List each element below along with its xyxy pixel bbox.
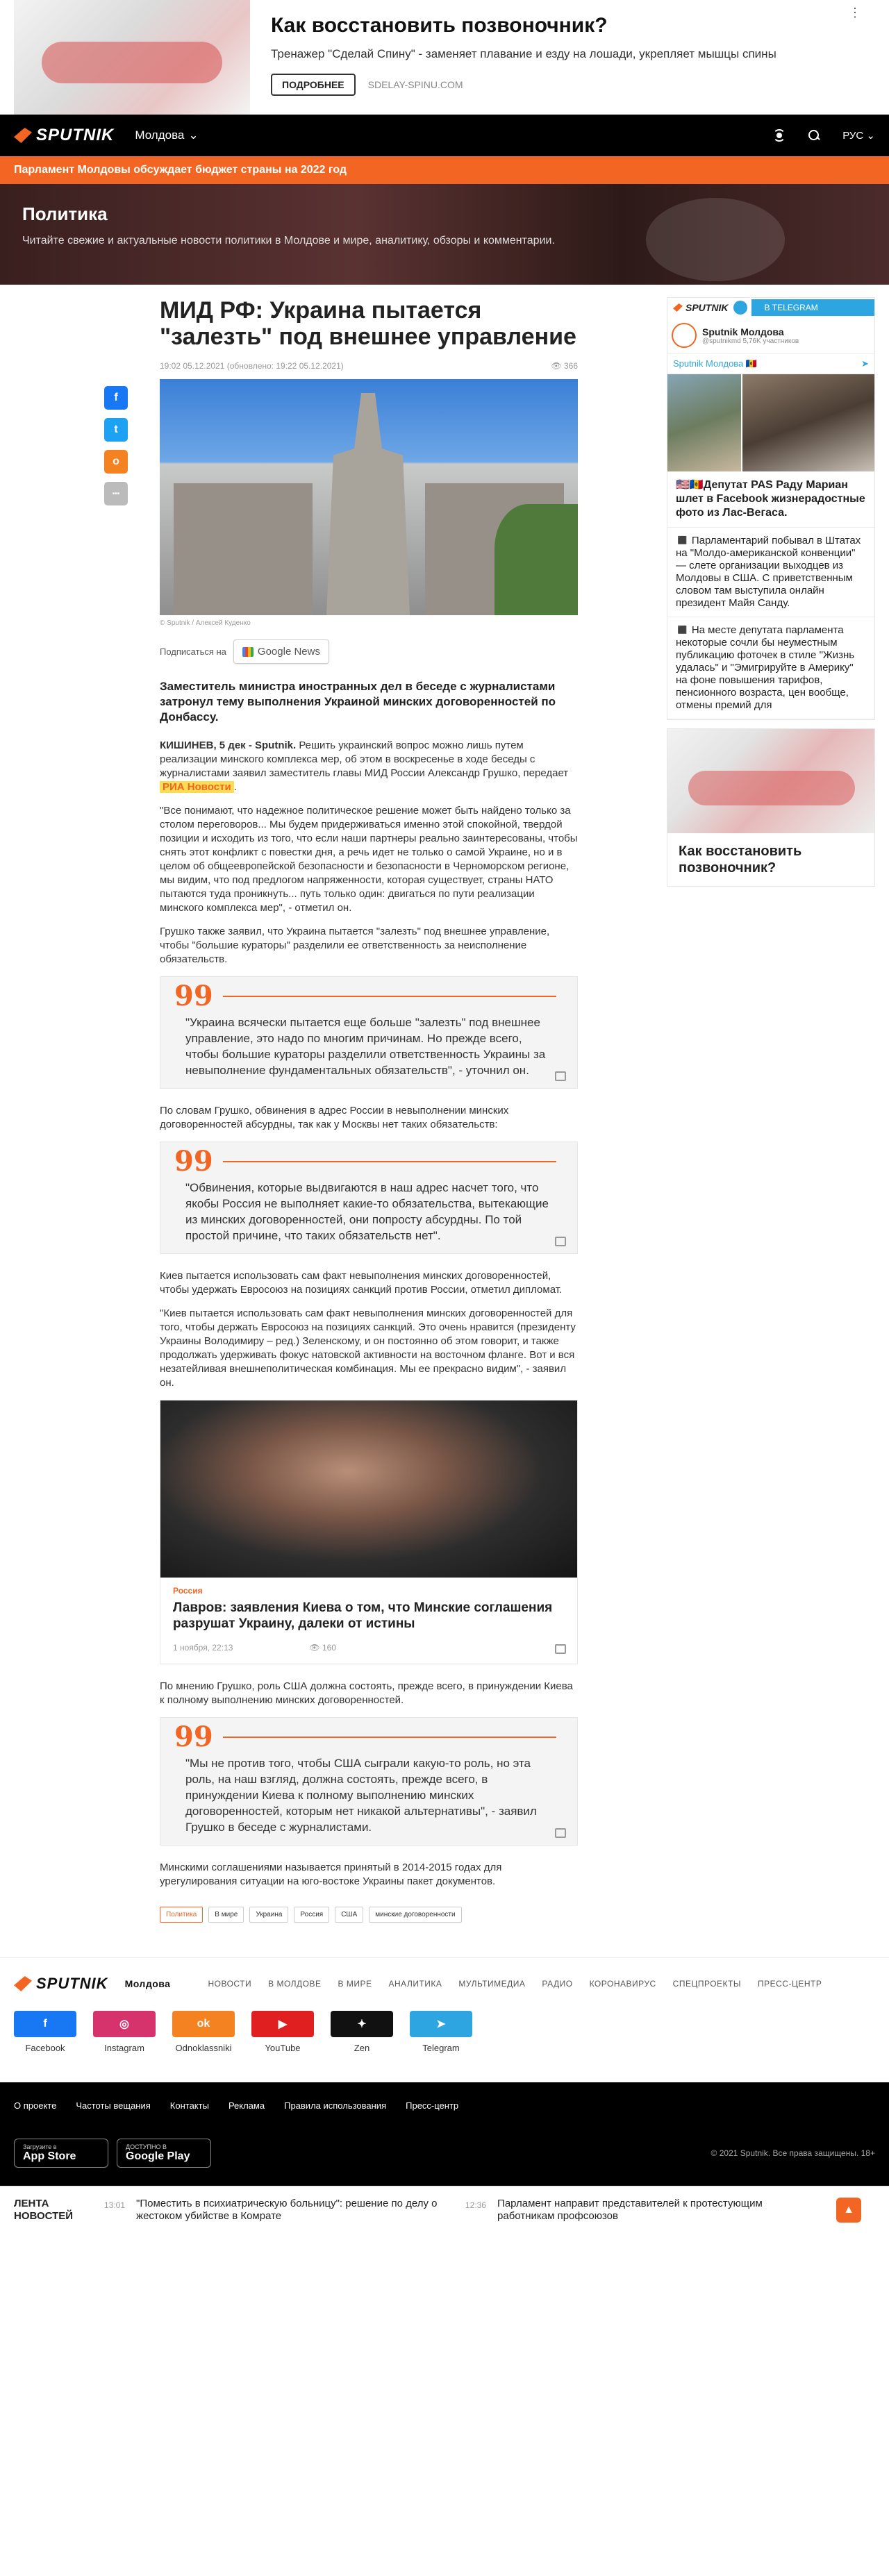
main-layout — [0, 297, 889, 1923]
related-article-title[interactable]: Лавров: заявления Киева о том, что Минские соглашения разрушат Украину, далеки от истины — [173, 1600, 553, 1631]
footer-nav-press[interactable]: ПРЕСС-ЦЕНТР — [758, 1979, 822, 1989]
article-date: 19:02 05.12.2021 (обновлено: 19:22 05.12.2021) — [160, 361, 344, 371]
social-telegram[interactable] — [410, 2011, 472, 2053]
social-label: Instagram — [104, 2043, 144, 2053]
odnoklassniki-icon: o — [113, 455, 119, 467]
google-news-label: Google News — [257, 646, 320, 658]
feed-item[interactable] — [104, 2198, 438, 2223]
google-news-button[interactable] — [233, 639, 329, 664]
quote-block — [160, 1717, 578, 1846]
header-actions — [773, 129, 875, 142]
tag-link[interactable]: минские договоренности — [369, 1907, 461, 1923]
quote-icon: 99 — [174, 980, 213, 1012]
article-paragraph: "Киев пытается использовать сам факт невыполнения минских договоренностей для того, чтобы держать Евросоюз на позициях санкций. Это очень нравится (президенту Украины Володимиру – ред.) Зеленскому, и он постоянно об этом говорит, и также продолжать удерживать фокус натовской активности на восточном фланге. Вот и вся незатейливая внешнеполитическая комбинация. Мы ее прекрасно видим", - заявил он. — [160, 1307, 576, 1389]
ad-row — [271, 74, 854, 96]
social-zen[interactable] — [331, 2011, 393, 2053]
feed-item-time: 12:36 — [465, 2200, 487, 2210]
footer-nav-special[interactable]: СПЕЦПРОЕКТЫ — [672, 1979, 741, 1989]
footer-link[interactable]: Реклама — [228, 2100, 265, 2111]
app-store-button[interactable] — [14, 2139, 108, 2168]
odnoklassniki-icon: ok — [172, 2011, 235, 2037]
footer-link[interactable]: О проекте — [14, 2100, 57, 2111]
footer-nav-analytics[interactable]: АНАЛИТИКА — [388, 1979, 442, 1989]
google-play-button[interactable] — [117, 2139, 211, 2168]
store-label: App Store — [23, 2150, 76, 2162]
tag-link[interactable]: Россия — [294, 1907, 329, 1923]
sputnik-small-logo — [667, 298, 733, 317]
more-icon: ••• — [112, 490, 120, 498]
store-label: Google Play — [126, 2150, 190, 2162]
zen-icon: ✦ — [331, 2011, 393, 2037]
logo-text: SPUTNIK — [686, 302, 729, 313]
verified-icon — [733, 301, 747, 315]
share-icon[interactable] — [555, 1828, 566, 1838]
section-hero — [0, 184, 889, 285]
paragraph-text: Решить украинский вопрос можно лишь путем реализации минского комплекса мер, об этом в воскресенье в ходе беседы с журналистами заявил заместитель главы МИД России Александр Грушко, передает — [160, 739, 569, 779]
share-icon[interactable] — [555, 1071, 566, 1081]
quote-text: "Украина всячески пытается еще больше "залезть" под внешнее управление, это надо по многим причинам. Но прежде всего, чтобы большие кураторы разделили ответственность Украины за невыполнение фундаментальных обязательств", - уточнил он. — [185, 1016, 546, 1077]
search-icon[interactable] — [808, 129, 820, 142]
app-stores — [14, 2139, 211, 2168]
related-article-views: 👁 160 — [309, 1643, 337, 1653]
footer-nav — [14, 1975, 875, 1993]
youtube-icon: ▶ — [251, 2011, 314, 2037]
sputnik-logo-icon — [673, 303, 683, 312]
site-header — [0, 115, 889, 156]
telegram-post: 🇺🇸🇲🇩Депутат PAS Раду Мариан шлет в Facebook жизнерадостные фото из Лас-Вегаса. — [667, 471, 874, 528]
channel-subscribers: @sputnikmd 5,76K участников — [702, 337, 799, 345]
sidebar-ad-image[interactable] — [667, 729, 874, 833]
share-twitter-button[interactable] — [104, 418, 128, 442]
related-article-image[interactable] — [160, 1400, 577, 1578]
ad-options-icon[interactable]: ⋮ — [849, 6, 861, 19]
article-paragraph: "Все понимают, что надежное политическое решение может быть найдено только за столом переговоров... Мы будем придерживаться именно этой спокойной, твердой позиции и исходить из того, что если наши партнеры реально заинтересованы, чтобы снять этот конфликт с повестки дня, а речь идет не только о самой Украине, но и в целом об общеевропейской безопасности и безопасности в Черноморском регионе, мы видим, что под предлогом напряженности, которая существует, страны НАТО пытаются туда проникнуть... путь только один: двигаться по пути реализации минского комплекса мер", - отметил он. — [160, 805, 578, 914]
news-feed-title[interactable]: ЛЕНТА НОВОСТЕЙ — [14, 2197, 74, 2222]
footer-nav-multimedia[interactable]: МУЛЬТИМЕДИА — [458, 1979, 526, 1989]
social-odnoklassniki[interactable] — [172, 2011, 235, 2053]
instagram-icon: ◎ — [93, 2011, 156, 2037]
article-paragraph: По словам Грушко, обвинения в адрес России в невыполнении минских договоренностей абсурдны, так как у Москвы нет таких обязательств: — [160, 1105, 509, 1130]
telegram-post-images[interactable] — [667, 374, 874, 471]
share-icon[interactable] — [555, 1644, 566, 1654]
footer-top — [0, 1957, 889, 2082]
article-main-image[interactable] — [160, 379, 578, 615]
scroll-up-icon[interactable]: ▲ — [836, 2198, 861, 2223]
footer-link[interactable]: Пресс-центр — [406, 2100, 459, 2111]
article-meta — [160, 361, 578, 371]
telegram-icon: ➤ — [410, 2011, 472, 2037]
paragraph-end: . — [233, 781, 237, 793]
telegram-feed-title — [667, 354, 874, 374]
share-ok-button[interactable] — [104, 450, 128, 474]
sidebar-ad-title[interactable]: Как восстановить позвоночник? — [679, 844, 802, 876]
telegram-channel[interactable] — [667, 317, 874, 354]
views-count: 366 — [563, 361, 578, 371]
social-links — [14, 2011, 875, 2068]
breaking-news-bar[interactable] — [0, 156, 889, 184]
social-label: Zen — [354, 2043, 370, 2053]
related-article-date: 1 ноября, 22:13 — [173, 1643, 233, 1653]
top-ad-banner[interactable] — [0, 0, 889, 115]
subscribe-block — [160, 639, 578, 664]
article-paragraph: Грушко также заявил, что Украина пытается "залезть" под внешнее управление, чтобы "большие кураторы" разделили ее ответственность за неисполнение обязательств. — [160, 926, 550, 965]
footer-links — [14, 2100, 875, 2111]
telegram-post: ◼️ Парламентарий побывал в Штатах на "Молдо-американской конвенции" — слете организации выходцев из Молдовы в США. С приветственным словом там выступила онлайн президент Майя Санду. — [667, 528, 874, 617]
sputnik-logo-icon — [14, 1976, 32, 1991]
footer-nav-radio[interactable]: РАДИО — [542, 1979, 573, 1989]
share-icon[interactable] — [555, 1237, 566, 1246]
google-news-icon — [242, 647, 254, 657]
tag-link[interactable]: Политика — [160, 1907, 203, 1923]
ria-link[interactable]: РИА Новости — [160, 781, 234, 793]
feed-item[interactable] — [465, 2198, 799, 2223]
feed-item-text: "Поместить в психиатрическую больницу": решение по делу о жестоком убийстве в Комрате — [136, 2197, 438, 2222]
region-selector[interactable] — [135, 128, 198, 142]
store-small-label: ДОСТУПНО В — [126, 2143, 167, 2150]
tag-link[interactable]: Украина — [249, 1907, 288, 1923]
share-more-button[interactable] — [104, 482, 128, 505]
section-description: Читайте свежие и актуальные новости политики в Молдове и мире, аналитику, обзоры и комментарии. — [22, 235, 555, 246]
region-label: Молдова — [135, 128, 185, 142]
image-caption: © Sputnik / Алексей Куденко — [160, 619, 251, 627]
ad-body — [250, 0, 875, 110]
footer-link[interactable]: Контакты — [169, 2100, 209, 2111]
related-article-tag[interactable]: Россия — [173, 1586, 203, 1596]
quote-block — [160, 1141, 578, 1254]
breaking-news-text: Парламент Молдовы обсуждает бюджет страны на 2022 год — [14, 164, 347, 176]
article-paragraph — [160, 739, 578, 794]
quote-text: "Мы не против того, чтобы США сыграли какую-то роль, но эта роль, на наш взгляд, должна состоять, прежде всего, в принуждении Киева к полному выполнению минских договоренностей, которым нет никакой альтернативы", - заявил Грушко в беседе с журналистами. — [185, 1757, 537, 1834]
social-label: Odnoklassniki — [175, 2043, 232, 2053]
footer-bottom-row — [14, 2139, 875, 2168]
sidebar-ad[interactable] — [667, 728, 875, 887]
footer-nav-world[interactable]: В МИРЕ — [338, 1979, 372, 1989]
avatar — [672, 323, 697, 348]
ad-image[interactable] — [14, 0, 250, 115]
logo-text: SPUTNIK — [36, 1975, 108, 1992]
telegram-post: ◼️ На месте депутата парламента некоторые сочли бы неуместным публикацию фоточек в стиле "Жизнь удалась" и "Эмигрируйте в Америку" на фоне повышения тарифов, пенсионного возраста, цен вообще, отмены премий для — [667, 617, 874, 719]
feed-title-text: Sputnik Молдова 🇲🇩 — [673, 358, 758, 369]
footer-bottom — [0, 2082, 889, 2186]
share-column — [14, 297, 160, 1923]
store-small-label: Загрузите в — [23, 2143, 57, 2150]
footer-link[interactable]: Частоты вещания — [76, 2100, 151, 2111]
social-label: YouTube — [265, 2043, 301, 2053]
language-label: РУС — [842, 130, 864, 142]
logo-text: SPUTNIK — [36, 126, 115, 144]
footer-link[interactable]: Правила использования — [284, 2100, 387, 2111]
tag-link[interactable]: США — [335, 1907, 363, 1923]
subscribe-label: Подписаться на — [160, 646, 226, 657]
channel-name: Sputnik Молдова — [702, 326, 784, 337]
facebook-icon: f — [114, 392, 118, 403]
dateline: КИШИНЕВ, 5 дек - Sputnik. — [160, 739, 297, 751]
section-title: Политика — [22, 203, 108, 224]
twitter-icon: t — [114, 424, 118, 435]
facebook-icon: f — [14, 2011, 76, 2037]
telegram-icon[interactable]: ➤ — [861, 358, 869, 369]
quote-icon: 99 — [174, 1145, 213, 1178]
footer-logo[interactable] — [14, 1975, 108, 1993]
chevron-down-icon: ⌄ — [188, 128, 199, 142]
article — [160, 297, 578, 1923]
sidebar — [667, 297, 875, 1923]
ad-text: Тренажер "Сделай Спину" - заменяет плавание и езду на лошади, укрепляет мышцы спины — [271, 47, 776, 60]
telegram-widget[interactable] — [667, 297, 875, 720]
telegram-label: В TELEGRAM — [751, 299, 874, 316]
feed-item-text: Парламент направит представителей к протестующим работникам профсоюзов — [497, 2197, 763, 2222]
chevron-down-icon: ⌄ — [866, 130, 875, 142]
language-selector[interactable] — [842, 129, 875, 142]
article-views: 👁 366 — [551, 361, 578, 371]
ad-title[interactable]: Как восстановить позвоночник? — [271, 14, 608, 37]
quote-icon: 99 — [174, 1721, 213, 1753]
telegram-widget-header[interactable] — [667, 298, 874, 317]
feed-item-time: 13:01 — [104, 2200, 126, 2210]
article-title: МИД РФ: Украина пытается "залезть" под внешнее управление — [160, 297, 576, 350]
footer-nav-news[interactable]: НОВОСТИ — [208, 1979, 252, 1989]
quote-block — [160, 976, 578, 1089]
article-tags — [160, 1907, 578, 1923]
social-facebook[interactable] — [14, 2011, 76, 2053]
tag-link[interactable]: В мире — [208, 1907, 244, 1923]
ad-domain[interactable]: SDELAY-SPINU.COM — [367, 79, 463, 90]
quote-text: "Обвинения, которые выдвигаются в наш адрес насчет того, что якобы Россия не выполняет какие-то обязательства, вытекающие из минских договоренностей, они попросту абсурдны. По той простой причине, что таких обязательств нет". — [185, 1181, 549, 1242]
sputnik-logo-icon — [14, 128, 32, 143]
footer-nav-coronavirus[interactable]: КОРОНАВИРУС — [589, 1979, 656, 1989]
share-facebook-button[interactable] — [104, 386, 128, 410]
sputnik-logo[interactable] — [14, 126, 114, 145]
related-article-card[interactable] — [160, 1400, 578, 1664]
social-label: Telegram — [422, 2043, 460, 2053]
copyright: © 2021 Sputnik. Все права защищены. 18+ — [711, 2148, 875, 2158]
views-count: 160 — [322, 1643, 337, 1653]
article-paragraph: Минскими соглашениями называется принятый в 2014-2015 годах для урегулирования ситуации на юго-востоке Украины пакет документов. — [160, 1862, 502, 1887]
ad-more-button[interactable]: ПОДРОБНЕЕ — [271, 74, 356, 96]
radio-icon[interactable] — [773, 129, 786, 142]
footer-region: Молдова — [124, 1978, 171, 1989]
footer-nav-moldova[interactable]: В МОЛДОВЕ — [268, 1979, 322, 1989]
article-paragraph: Киев пытается использовать сам факт невыполнения минских договоренностей, чтобы удержать Евросоюз на позициях санкций против России, отметил дипломат. — [160, 1270, 563, 1296]
article-paragraph: По мнению Грушко, роль США должна состоять, прежде всего, в принуждении Киева к полному выполнению минских договоренностей. — [160, 1680, 573, 1706]
social-instagram[interactable] — [93, 2011, 156, 2053]
social-youtube[interactable] — [251, 2011, 314, 2053]
article-lead: Заместитель министра иностранных дел в беседе с журналистами затронул тему выполнения Украиной минских договоренностей по Донбассу. — [160, 680, 556, 724]
news-feed-bar — [0, 2186, 889, 2233]
social-label: Facebook — [25, 2043, 65, 2053]
